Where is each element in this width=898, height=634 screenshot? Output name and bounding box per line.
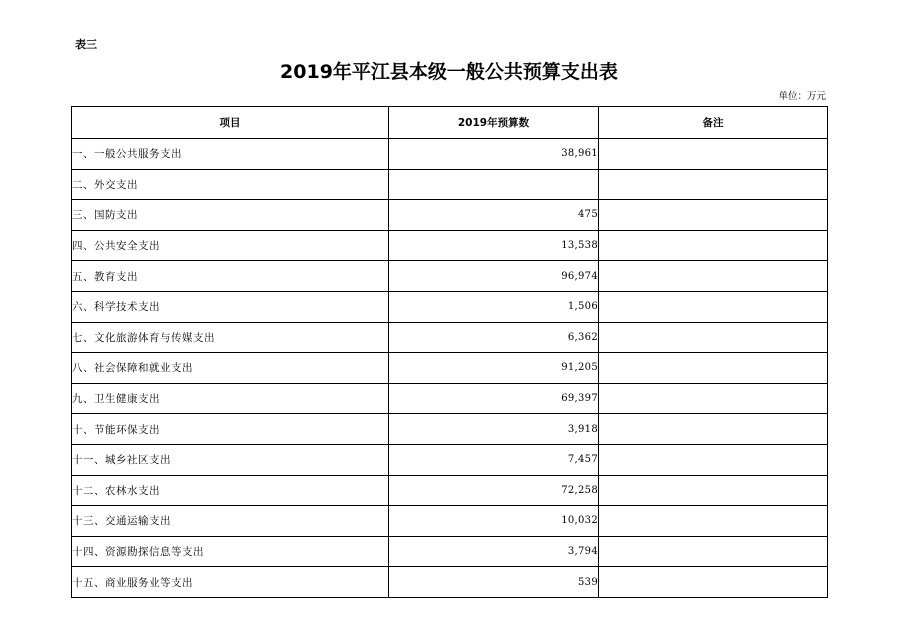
table-row (72, 383, 828, 414)
budget-cell: 539 (389, 567, 599, 598)
table-row (72, 444, 828, 475)
item-cell: 七、文化旅游体育与传媒支出 (72, 322, 389, 353)
table-row (72, 475, 828, 506)
budget-table (71, 106, 828, 598)
note-cell (599, 567, 828, 598)
table-row (72, 353, 828, 384)
table-row (72, 230, 828, 261)
budget-cell: 475 (389, 200, 599, 231)
budget-cell: 69,397 (389, 383, 599, 414)
item-cell: 八、社会保障和就业支出 (72, 353, 389, 384)
table-row (72, 567, 828, 598)
item-cell: 六、科学技术支出 (72, 291, 389, 322)
budget-cell: 7,457 (389, 444, 599, 475)
item-cell: 四、公共安全支出 (72, 230, 389, 261)
budget-cell: 6,362 (389, 322, 599, 353)
budget-cell: 96,974 (389, 261, 599, 292)
item-cell: 二、外交支出 (72, 169, 389, 200)
budget-cell: 3,918 (389, 414, 599, 445)
table-row (72, 536, 828, 567)
item-cell: 十二、农林水支出 (72, 475, 389, 506)
note-cell (599, 383, 828, 414)
note-cell (599, 353, 828, 384)
item-cell: 五、教育支出 (72, 261, 389, 292)
note-cell (599, 261, 828, 292)
table-row (72, 261, 828, 292)
note-cell (599, 506, 828, 537)
page-title: 2019年平江县本级一般公共预算支出表 (280, 61, 618, 83)
table-header-row (72, 107, 828, 139)
table-row (72, 169, 828, 200)
budget-cell: 1,506 (389, 291, 599, 322)
note-cell (599, 414, 828, 445)
header-budget: 2019年预算数 (389, 107, 599, 139)
note-cell (599, 536, 828, 567)
budget-cell: 10,032 (389, 506, 599, 537)
note-cell (599, 169, 828, 200)
budget-cell: 13,538 (389, 230, 599, 261)
note-cell (599, 475, 828, 506)
header-item: 项目 (72, 107, 389, 139)
item-cell: 九、卫生健康支出 (72, 383, 389, 414)
table-number-label: 表三 (75, 38, 97, 51)
unit-label: 单位：万元 (778, 91, 826, 102)
note-cell (599, 139, 828, 170)
table-row (72, 414, 828, 445)
budget-cell: 91,205 (389, 353, 599, 384)
table-row (72, 291, 828, 322)
note-cell (599, 200, 828, 231)
budget-cell: 72,258 (389, 475, 599, 506)
item-cell: 十五、商业服务业等支出 (72, 567, 389, 598)
budget-cell: 38,961 (389, 139, 599, 170)
table-row (72, 506, 828, 537)
item-cell: 十、节能环保支出 (72, 414, 389, 445)
item-cell: 十四、资源勘探信息等支出 (72, 536, 389, 567)
table-row (72, 200, 828, 231)
note-cell (599, 230, 828, 261)
budget-cell (389, 169, 599, 200)
item-cell: 十三、交通运输支出 (72, 506, 389, 537)
note-cell (599, 322, 828, 353)
header-note: 备注 (599, 107, 828, 139)
item-cell: 三、国防支出 (72, 200, 389, 231)
note-cell (599, 291, 828, 322)
table-row (72, 322, 828, 353)
budget-cell: 3,794 (389, 536, 599, 567)
table-row (72, 139, 828, 170)
item-cell: 十一、城乡社区支出 (72, 444, 389, 475)
note-cell (599, 444, 828, 475)
item-cell: 一、一般公共服务支出 (72, 139, 389, 170)
